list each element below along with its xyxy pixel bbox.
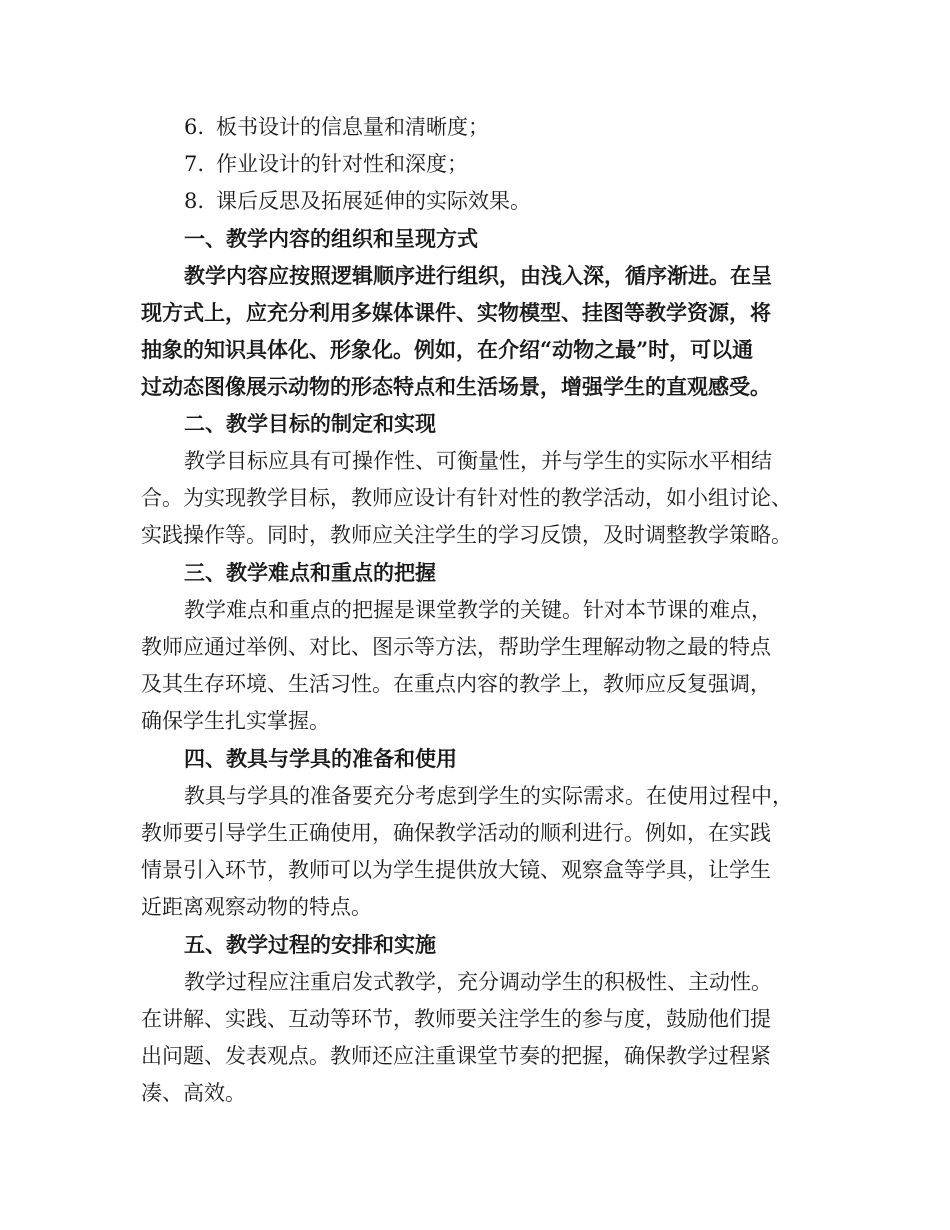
section-heading: 一、教学内容的组织和呈现方式 [184, 226, 478, 251]
paragraph-line: 教学目标应具有可操作性、可衡量性，并与学生的实际水平相结 [184, 449, 772, 473]
section-heading: 五、教学过程的安排和实施 [184, 932, 436, 957]
list-item [184, 183, 531, 220]
paragraph-line: 近距离观察动物的特点。 [141, 895, 372, 919]
list-item-text: 板书设计的信息量和清晰度； [216, 115, 489, 139]
list-item [184, 109, 489, 146]
paragraph-line: 教学过程应注重启发式教学，充分调动学生的积极性、主动性。 [184, 970, 772, 994]
list-item-number: 6. [184, 115, 205, 139]
paragraph-line: 情景引入环节，教师可以为学生提供放大镜、观察盒等学具，让学生 [141, 858, 771, 882]
paragraph-line: 合。为实现教学目标，教师应设计有针对性的教学活动，如小组讨论、 [141, 486, 792, 510]
paragraph-line: 及其生存环境、生活习性。在重点内容的教学上，教师应反复强调， [141, 672, 771, 696]
paragraph-line: 在讲解、实践、互动等环节，教师要关注学生的参与度，鼓励他们提 [141, 1007, 771, 1031]
paragraph-line: 抽象的知识具体化、形象化。例如，在介绍“动物之最”时，可以通 [141, 337, 754, 362]
list-item-text: 课后反思及拓展延伸的实际效果。 [216, 189, 531, 213]
paragraph-line: 确保学生扎实掌握。 [141, 709, 330, 733]
list-item-number: 7. [184, 152, 205, 176]
paragraph-line: 教学内容应按照逻辑顺序进行组织，由浅入深，循序渐进。在呈 [184, 263, 772, 288]
section-heading: 四、教具与学具的准备和使用 [184, 746, 457, 771]
paragraph-line: 教学难点和重点的把握是课堂教学的关键。针对本节课的难点， [184, 598, 772, 622]
section-heading: 二、教学目标的制定和实现 [184, 411, 436, 436]
paragraph-line: 出问题、发表观点。教师还应注重课堂节奏的把握，确保教学过程紧 [141, 1044, 771, 1068]
paragraph-line: 现方式上，应充分利用多媒体课件、实物模型、挂图等教学资源，将 [141, 300, 771, 325]
paragraph-line: 教具与学具的准备要充分考虑到学生的实际需求。在使用过程中， [184, 784, 793, 808]
section-heading: 三、教学难点和重点的把握 [184, 560, 436, 585]
paragraph-line: 实践操作等。同时，教师应关注学生的学习反馈，及时调整教学策略。 [141, 523, 792, 547]
list-item-text: 作业设计的针对性和深度； [216, 152, 468, 176]
paragraph-line: 凑、高效。 [141, 1081, 246, 1105]
paragraph-line: 教师应通过举例、对比、图示等方法，帮助学生理解动物之最的特点 [141, 635, 771, 659]
list-item-number: 8. [184, 189, 205, 213]
paragraph-line: 过动态图像展示动物的形态特点和生活场景，增强学生的直观感受。 [141, 374, 771, 399]
list-item [184, 146, 468, 183]
paragraph-line: 教师要引导学生正确使用，确保教学活动的顺利进行。例如，在实践 [141, 821, 771, 845]
